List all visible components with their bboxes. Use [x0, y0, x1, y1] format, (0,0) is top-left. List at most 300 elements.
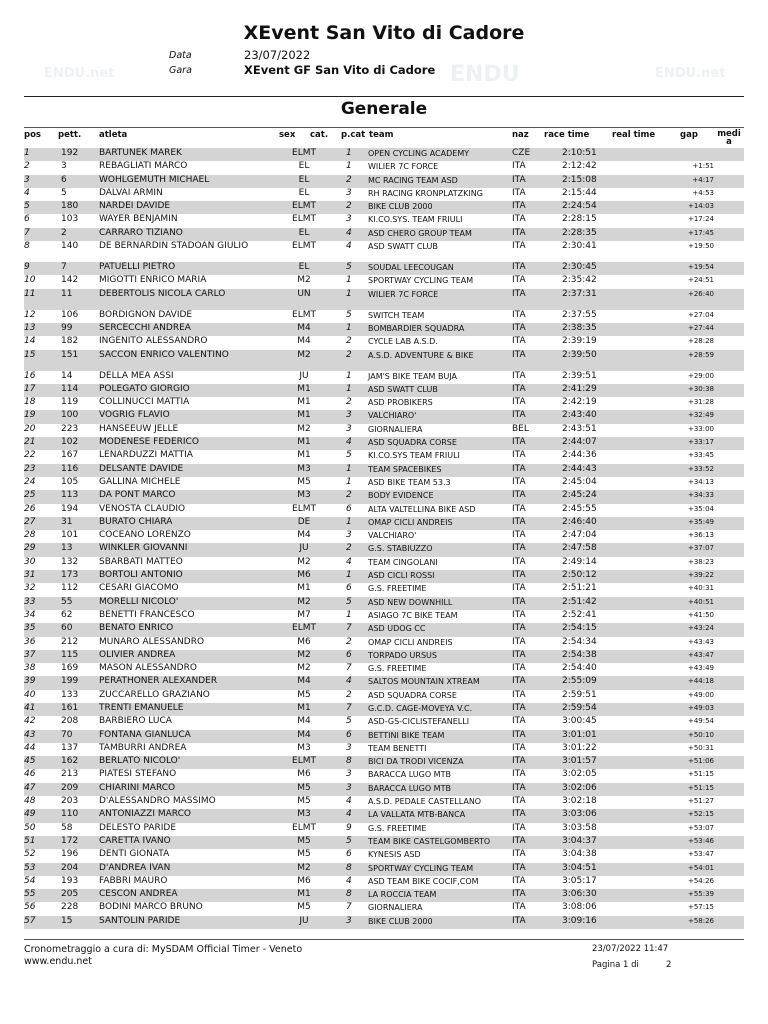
cell-category: EL	[298, 187, 310, 198]
cell-pos: 55	[24, 889, 36, 900]
cell-category: M4	[297, 676, 311, 687]
table-row	[24, 241, 744, 262]
cell-category: M5	[297, 782, 311, 793]
cell-category-position: 4	[346, 796, 352, 807]
table-row	[24, 490, 744, 503]
cell-team: ALTA VALTELLINA BIKE ASD	[368, 504, 476, 514]
cell-bib: 14	[61, 370, 73, 381]
cell-pos: 47	[24, 782, 36, 793]
table-row	[24, 397, 744, 410]
cell-bib: 196	[61, 849, 79, 860]
cell-bib: 193	[61, 875, 79, 886]
cell-athlete: SACCON ENRICO VALENTINO	[99, 349, 229, 360]
cell-category-position: 3	[346, 742, 352, 753]
cell-category-position: 6	[346, 503, 352, 514]
cell-athlete: TRENTI EMANUELE	[99, 702, 184, 713]
cell-nation: ITA	[512, 161, 526, 172]
cell-gap: +33:52	[687, 464, 714, 473]
cell-race-time: 2:54:40	[562, 663, 597, 674]
cell-gap: +54:01	[687, 863, 714, 872]
cell-pos: 44	[24, 742, 36, 753]
cell-pos: 37	[24, 649, 36, 660]
cell-nation: ITA	[512, 809, 526, 820]
cell-gap: +26:40	[687, 289, 714, 298]
cell-team: LA VALLATA MTB-BANCA	[368, 810, 466, 820]
cell-nation: ITA	[512, 322, 526, 333]
table-row	[24, 450, 744, 463]
cell-category-position: 8	[346, 756, 352, 767]
cell-category: M5	[297, 849, 311, 860]
cell-race-time: 2:43:40	[562, 410, 597, 421]
cell-pos: 25	[24, 490, 36, 501]
cell-team: KI.CO.SYS TEAM FRIULI	[368, 451, 460, 461]
cell-pos: 41	[24, 702, 36, 713]
cell-athlete: BORTOLI ANTONIO	[99, 570, 183, 581]
table-row	[24, 743, 744, 756]
cell-gap: +4:53	[692, 188, 714, 197]
cell-nation: ITA	[512, 336, 526, 347]
cell-bib: 209	[61, 782, 79, 793]
cell-team: ASD CICLI ROSSI	[368, 571, 435, 581]
cell-category: EL	[298, 262, 310, 273]
cell-race-time: 2:45:04	[562, 476, 597, 487]
cell-pos: 31	[24, 570, 36, 581]
cell-gap: +1:51	[692, 162, 714, 171]
table-row	[24, 350, 744, 371]
cell-athlete: MASON ALESSANDRO	[99, 663, 197, 674]
cell-race-time: 2:54:15	[562, 623, 597, 634]
cell-gap: +34:13	[687, 477, 714, 486]
cell-athlete: WOHLGEMUTH MICHAEL	[99, 174, 210, 185]
cell-nation: ITA	[512, 875, 526, 886]
table-row	[24, 676, 744, 689]
cell-pos: 22	[24, 450, 36, 461]
cell-category-position: 8	[346, 889, 352, 900]
cell-bib: 132	[61, 556, 79, 567]
cell-category-position: 4	[346, 875, 352, 886]
cell-category: M5	[297, 796, 311, 807]
cell-nation: ITA	[512, 349, 526, 360]
cell-category: M6	[297, 769, 311, 780]
cell-athlete: SANTOLIN PARIDE	[99, 915, 181, 926]
table-row	[24, 663, 744, 676]
cell-race-time: 3:04:37	[562, 835, 597, 846]
cell-category: ELMT	[292, 822, 316, 833]
cell-nation: ITA	[512, 769, 526, 780]
cell-bib: 169	[61, 663, 79, 674]
cell-race-time: 3:05:17	[562, 875, 597, 886]
cell-team: SALTOS MOUNTAIN XTREAM	[368, 677, 480, 687]
cell-category-position: 3	[346, 410, 352, 421]
cell-team: ASD NEW DOWNHILL	[368, 597, 453, 607]
cell-bib: 228	[61, 902, 79, 913]
table-row	[24, 201, 744, 214]
cell-nation: ITA	[512, 201, 526, 212]
table-row	[24, 583, 744, 596]
cell-gap: +33:00	[687, 424, 714, 433]
cell-gap: +17:24	[687, 215, 714, 224]
cell-team: SWITCH TEAM	[368, 310, 425, 320]
cell-athlete: BORDIGNON DAVIDE	[99, 309, 193, 320]
cell-bib: 106	[61, 309, 79, 320]
cell-nation: ITA	[512, 822, 526, 833]
cell-athlete: INGENITO ALESSANDRO	[99, 336, 208, 347]
cell-nation: ITA	[512, 623, 526, 634]
cell-category: EL	[298, 174, 310, 185]
cell-category: ELMT	[292, 309, 316, 320]
cell-category-position: 1	[346, 161, 352, 172]
cell-nation: ITA	[512, 796, 526, 807]
cell-category: M3	[297, 463, 311, 474]
cell-athlete: LENARDUZZI MATTIA	[99, 450, 193, 461]
cell-nation: ITA	[512, 275, 526, 286]
col-sex: sex	[279, 130, 296, 140]
cell-pos: 20	[24, 423, 36, 434]
table-row	[24, 637, 744, 650]
cell-category-position: 1	[346, 516, 352, 527]
cell-athlete: NARDEI DAVIDE	[99, 201, 171, 212]
cell-gap: +36:13	[687, 531, 714, 540]
cell-athlete: BERLATO NICOLO'	[99, 756, 181, 767]
cell-athlete: CARRARO TIZIANO	[99, 227, 183, 238]
cell-bib: 113	[61, 490, 79, 501]
cell-category: M3	[297, 490, 311, 501]
cell-category-position: 3	[346, 769, 352, 780]
cell-race-time: 3:03:06	[562, 809, 597, 820]
table-row	[24, 214, 744, 227]
cell-bib: 31	[61, 516, 73, 527]
table-row	[24, 504, 744, 517]
cell-gap: +43:47	[687, 650, 714, 659]
cell-nation: ITA	[512, 902, 526, 913]
cell-pos: 34	[24, 609, 36, 620]
cell-athlete: COLLINUCCI MATTIA	[99, 397, 190, 408]
cell-gap: +53:47	[687, 850, 714, 859]
cell-team: ASD-GS-CICLISTEFANELLI	[368, 717, 470, 727]
cell-category: JU	[299, 543, 309, 554]
cell-bib: 7	[61, 262, 67, 273]
cell-gap: +51:27	[687, 797, 714, 806]
cell-gap: +43:49	[687, 664, 714, 673]
site-link[interactable]: www.endu.net	[24, 956, 92, 967]
cell-gap: +32:49	[687, 411, 714, 420]
cell-athlete: DALVAI ARMIN	[99, 187, 163, 198]
cell-pos: 5	[24, 201, 30, 212]
header-divider	[24, 96, 744, 97]
cell-race-time: 2:37:55	[562, 309, 597, 320]
cell-bib: 173	[61, 570, 79, 581]
cell-bib: 2	[61, 227, 67, 238]
cell-bib: 100	[61, 410, 79, 421]
cell-team: ASIAGO 7C BIKE TEAM	[368, 610, 458, 620]
cell-athlete: FABBRI MAURO	[99, 875, 168, 886]
cell-pos: 6	[24, 214, 30, 225]
cell-team: G.S. FREETIME	[368, 664, 427, 674]
table-row	[24, 570, 744, 583]
cell-race-time: 3:08:06	[562, 902, 597, 913]
cell-team: VALCHIARO'	[368, 531, 417, 541]
watermark: ENDU.net	[44, 66, 115, 81]
cell-pos: 27	[24, 516, 36, 527]
cell-nation: CZE	[512, 148, 531, 158]
cell-bib: 11	[61, 288, 73, 299]
cell-category-position: 1	[346, 609, 352, 620]
cell-gap: +28:28	[687, 337, 714, 346]
table-row	[24, 228, 744, 241]
cell-category-position: 5	[346, 716, 352, 727]
cell-bib: 167	[61, 450, 79, 461]
cell-team: SPORTWAY CYCLING TEAM	[368, 276, 474, 286]
cell-team: ASD TEAM BIKE COCIF,COM	[368, 876, 479, 886]
cell-category-position: 8	[346, 862, 352, 873]
table-row	[24, 557, 744, 570]
print-timestamp: 23/07/2022 11:47	[592, 944, 669, 954]
cell-pos: 13	[24, 322, 36, 333]
cell-athlete: CHIARINI MARCO	[99, 782, 176, 793]
cell-category-position: 5	[346, 450, 352, 461]
table-row	[24, 464, 744, 477]
cell-pos: 52	[24, 849, 36, 860]
cell-athlete: DE BERNARDIN STADOAN GIULIO	[99, 241, 249, 252]
cell-team: ASD SWATT CLUB	[368, 384, 438, 394]
cell-pos: 21	[24, 437, 36, 448]
cell-category: M7	[297, 609, 311, 620]
cell-team: BODY EVIDENCE	[368, 491, 434, 501]
cell-category: M3	[297, 742, 311, 753]
cell-nation: ITA	[512, 702, 526, 713]
col-pcat: p.cat	[341, 130, 366, 140]
col-atleta: atleta	[99, 130, 128, 140]
cell-pos: 48	[24, 796, 36, 807]
cell-athlete: SERCECCHI ANDREA	[99, 322, 191, 333]
cell-team: G.S. FREETIME	[368, 584, 427, 594]
timing-credit: Cronometraggio a cura di: MySDAM Official Timer - Veneto	[24, 944, 303, 955]
cell-category: ELMT	[292, 756, 316, 767]
cell-race-time: 2:47:04	[562, 530, 597, 541]
table-row	[24, 650, 744, 663]
col-pos: pos	[24, 130, 41, 140]
cell-gap: +49:03	[687, 703, 714, 712]
cell-athlete: D'ALESSANDRO MASSIMO	[99, 796, 216, 807]
cell-bib: 180	[61, 201, 79, 212]
cell-category-position: 3	[346, 915, 352, 926]
cell-team: G.S. FREETIME	[368, 823, 427, 833]
cell-category: M1	[297, 437, 311, 448]
cell-category: M2	[297, 556, 311, 567]
cell-category-position: 6	[346, 849, 352, 860]
cell-category-position: 1	[346, 463, 352, 474]
cell-category: M4	[297, 322, 311, 333]
cell-bib: 58	[61, 822, 73, 833]
cell-race-time: 2:15:44	[562, 187, 597, 198]
table-row	[24, 623, 744, 636]
cell-nation: ITA	[512, 716, 526, 727]
cell-category: M4	[297, 336, 311, 347]
cell-athlete: D'ANDREA IVAN	[99, 862, 171, 873]
cell-pos: 17	[24, 383, 36, 394]
cell-gap: +58:26	[687, 916, 714, 925]
table-row	[24, 289, 744, 310]
cell-team: TORPADO URSUS	[368, 650, 437, 660]
table-row	[24, 690, 744, 703]
cell-race-time: 3:02:06	[562, 782, 597, 793]
table-row	[24, 876, 744, 889]
cell-athlete: VENOSTA CLAUDIO	[99, 503, 186, 514]
cell-gap: +51:06	[687, 757, 714, 766]
cell-team: BARACCA LUGO MTB	[368, 770, 451, 780]
table-row	[24, 477, 744, 490]
cell-athlete: COCEANO LORENZO	[99, 530, 191, 541]
cell-bib: 223	[61, 423, 79, 434]
cell-athlete: BURATO CHIARA	[99, 516, 173, 527]
cell-athlete: WINKLER GIOVANNI	[99, 543, 188, 554]
table-row	[24, 716, 744, 729]
cell-nation: ITA	[512, 187, 526, 198]
cell-category: M3	[297, 809, 311, 820]
table-row	[24, 530, 744, 543]
cell-category: ELMT	[292, 214, 316, 225]
col-pett: pett.	[58, 130, 82, 140]
cell-team: LA ROCCIA TEAM	[368, 890, 437, 900]
cell-gap: +28:59	[687, 350, 714, 359]
cell-athlete: POLEGATO GIORGIO	[99, 383, 190, 394]
cell-nation: ITA	[512, 570, 526, 581]
cell-nation: ITA	[512, 729, 526, 740]
table-row	[24, 610, 744, 623]
cell-bib: 199	[61, 676, 79, 687]
cell-gap: +50:31	[687, 743, 714, 752]
cell-pos: 19	[24, 410, 36, 421]
table-header	[24, 127, 744, 149]
cell-nation: ITA	[512, 476, 526, 487]
cell-pos: 45	[24, 756, 36, 767]
table-row	[24, 384, 744, 397]
cell-athlete: MODENESE FEDERICO	[99, 437, 199, 448]
table-row	[24, 916, 744, 929]
cell-category: M5	[297, 476, 311, 487]
cell-gap: +54:26	[687, 876, 714, 885]
cell-nation: ITA	[512, 649, 526, 660]
table-row	[24, 424, 744, 437]
cell-team: OMAP CICLI ANDREIS	[368, 517, 453, 527]
cell-race-time: 2:59:54	[562, 702, 597, 713]
cell-category-position: 7	[346, 702, 352, 713]
cell-race-time: 2:28:35	[562, 227, 597, 238]
cell-pos: 57	[24, 915, 36, 926]
cell-category-position: 2	[346, 490, 352, 501]
cell-race-time: 2:37:31	[562, 288, 597, 299]
cell-race-time: 2:55:09	[562, 676, 597, 687]
cell-gap: +19:50	[687, 242, 714, 251]
cell-gap: +40:51	[687, 597, 714, 606]
cell-race-time: 2:54:34	[562, 636, 597, 647]
cell-nation: ITA	[512, 288, 526, 299]
cell-bib: 116	[61, 463, 79, 474]
cell-category: M1	[297, 889, 311, 900]
cell-nation: ITA	[512, 262, 526, 273]
cell-bib: 115	[61, 649, 79, 660]
cell-gap: +51:15	[687, 770, 714, 779]
cell-race-time: 2:52:41	[562, 609, 597, 620]
cell-race-time: 2:47:58	[562, 543, 597, 554]
cell-category: M2	[297, 275, 311, 286]
cell-athlete: DEBERTOLIS NICOLA CARLO	[99, 288, 226, 299]
cell-bib: 204	[61, 862, 79, 873]
cell-race-time: 2:54:38	[562, 649, 597, 660]
cell-team: WILIER 7C FORCE	[368, 289, 439, 299]
cell-bib: 142	[61, 275, 79, 286]
table-row	[24, 148, 744, 161]
cell-gap: +49:00	[687, 690, 714, 699]
cell-category-position: 4	[346, 809, 352, 820]
cell-category-position: 3	[346, 187, 352, 198]
cell-athlete: MORELLI NICOLO'	[99, 596, 179, 607]
cell-nation: ITA	[512, 889, 526, 900]
cell-nation: ITA	[512, 835, 526, 846]
cell-bib: 151	[61, 349, 79, 360]
cell-team: BOMBARDIER SQUADRA	[368, 323, 465, 333]
cell-gap: +51:15	[687, 783, 714, 792]
cell-category-position: 1	[346, 322, 352, 333]
cell-athlete: PERATHONER ALEXANDER	[99, 676, 218, 687]
cell-nation: ITA	[512, 227, 526, 238]
cell-athlete: BENATO ENRICO	[99, 623, 174, 634]
cell-race-time: 2:45:55	[562, 503, 597, 514]
cell-team: JAM'S BIKE TEAM BUJA	[368, 371, 457, 381]
cell-pos: 15	[24, 349, 36, 360]
table-row	[24, 262, 744, 275]
page-total: 2	[666, 960, 672, 970]
cell-team: TEAM SPACEBIKES	[368, 464, 442, 474]
cell-nation: ITA	[512, 174, 526, 185]
cell-race-time: 2:10:51	[562, 148, 597, 158]
cell-athlete: DELLA MEA ASSI	[99, 370, 174, 381]
cell-race-time: 2:41:29	[562, 383, 597, 394]
cell-team: OMAP CICLI ANDREIS	[368, 637, 453, 647]
cell-pos: 29	[24, 543, 36, 554]
cell-race-time: 2:39:51	[562, 370, 597, 381]
cell-category-position: 7	[346, 663, 352, 674]
cell-athlete: PATUELLI PIETRO	[99, 262, 176, 273]
cell-bib: 137	[61, 742, 79, 753]
cell-race-time: 3:01:22	[562, 742, 597, 753]
cell-category-position: 3	[346, 214, 352, 225]
cell-category: M1	[297, 583, 311, 594]
cell-category: M1	[297, 383, 311, 394]
cell-category: M2	[297, 663, 311, 674]
cell-nation: ITA	[512, 782, 526, 793]
cell-bib: 114	[61, 383, 79, 394]
cell-pos: 28	[24, 530, 36, 541]
cell-athlete: REBAGLIATI MARCO	[99, 161, 188, 172]
cell-category: M2	[297, 649, 311, 660]
cell-bib: 208	[61, 716, 79, 727]
cell-gap: +40:31	[687, 584, 714, 593]
cell-bib: 102	[61, 437, 79, 448]
cell-bib: 133	[61, 689, 79, 700]
cell-pos: 51	[24, 835, 36, 846]
cell-team: KI.CO.SYS. TEAM FRIULI	[368, 215, 463, 225]
cell-category: M5	[297, 835, 311, 846]
cell-athlete: VOGRIG FLAVIO	[99, 410, 170, 421]
cell-category-position: 2	[346, 349, 352, 360]
cell-nation: ITA	[512, 410, 526, 421]
cell-category-position: 5	[346, 835, 352, 846]
cell-race-time: 3:00:45	[562, 716, 597, 727]
cell-team: BETTINI BIKE TEAM	[368, 730, 445, 740]
col-real-time: real time	[612, 130, 656, 140]
cell-category-position: 1	[346, 370, 352, 381]
